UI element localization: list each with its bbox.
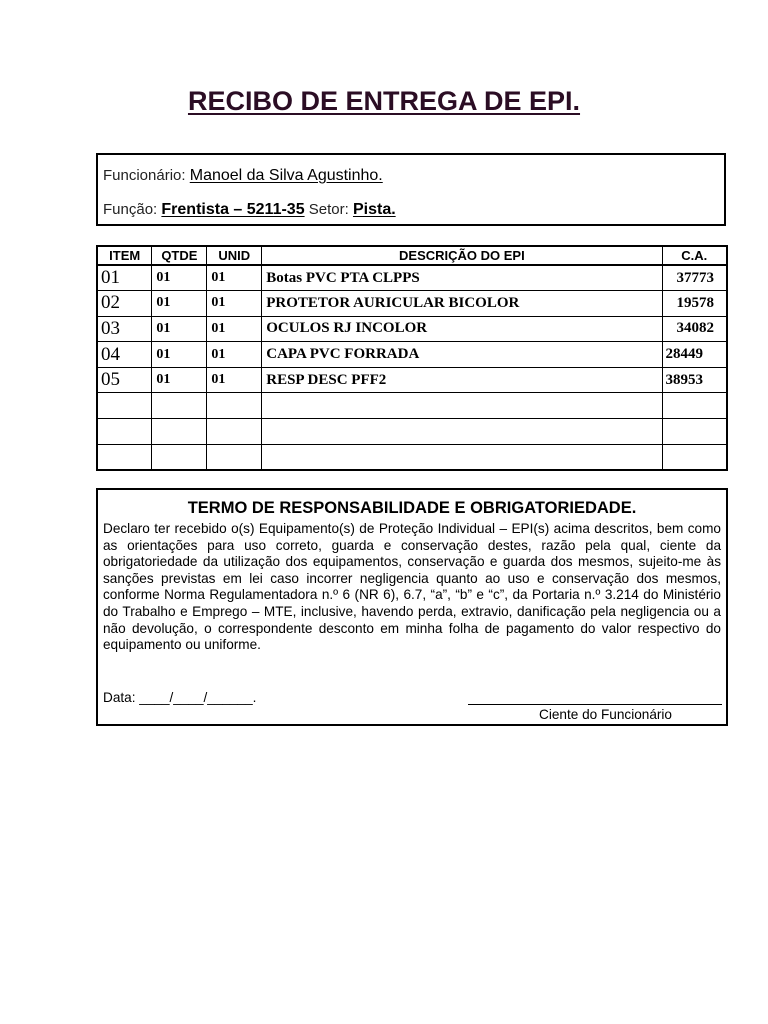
cell-descricao: CAPA PVC FORRADA <box>262 342 662 368</box>
responsibility-term-box <box>96 488 728 726</box>
table-row <box>97 342 727 368</box>
cell-item <box>97 393 152 419</box>
header-descricao: DESCRIÇÃO DO EPI <box>262 246 662 265</box>
cell-descricao: RESP DESC PFF2 <box>262 367 662 393</box>
cell-item: 05 <box>97 367 152 393</box>
cell-qtde <box>152 393 207 419</box>
table-row <box>97 265 727 291</box>
cell-unid: 01 <box>207 291 262 317</box>
cell-unid <box>207 393 262 419</box>
cell-unid <box>207 419 262 445</box>
cell-descricao <box>262 419 662 445</box>
cell-ca: 19578 <box>662 291 727 317</box>
cell-unid <box>207 444 262 470</box>
cell-descricao: PROTETOR AURICULAR BICOLOR <box>262 291 662 317</box>
table-row <box>97 419 727 445</box>
employee-name-value: Manoel da Silva Agustinho. <box>189 167 383 184</box>
cell-ca <box>662 419 727 445</box>
employee-role-label: Função <box>103 201 154 218</box>
cell-qtde <box>152 419 207 445</box>
cell-ca: 28449 <box>662 342 727 368</box>
cell-item <box>97 419 152 445</box>
term-text: Declaro ter recebido o(s) Equipamento(s) de Proteção Individual – EPI(s) acima descritos, bem como as orientações para uso correto, guarda e conservação destes, razão pela qual, ciente da obrigatoriedade da utilização dos equipamentos, conservação e guarda dos mesmos, sujeito-me às sanções previstas em lei caso incorrer negligencia quanto ao uso e conservação dos mesmos, conforme Norma Regulamentadora n.º 6 (NR 6), 6.7, “a”, “b” e “c”, da Portaria n.º 3.214 do Ministério do Trabalho e Emprego – MTE, inclusive, havendo perda, extravio, danificação pela negligencia ou a não devolução, o correspondente desconto em minha folha de pagamento do valor respectivo do equipamento ou uniforme. <box>103 521 721 653</box>
cell-qtde <box>152 444 207 470</box>
table-row <box>97 367 727 393</box>
cell-unid: 01 <box>207 316 262 342</box>
employee-info-box <box>96 153 726 226</box>
cell-descricao: OCULOS RJ INCOLOR <box>262 316 662 342</box>
header-unid: UNID <box>207 246 262 265</box>
cell-item: 02 <box>97 291 152 317</box>
signature-label: Ciente do Funcionário <box>539 707 672 722</box>
cell-item <box>97 444 152 470</box>
cell-ca: 37773 <box>662 265 727 291</box>
epi-items-table <box>96 245 728 471</box>
table-row <box>97 316 727 342</box>
cell-qtde: 01 <box>152 265 207 291</box>
employee-sector-value: Pista. <box>352 201 396 218</box>
page-title: RECIBO DE ENTREGA DE EPI. <box>187 86 581 116</box>
table-row <box>97 444 727 470</box>
cell-ca <box>662 444 727 470</box>
cell-unid: 01 <box>207 265 262 291</box>
cell-ca: 38953 <box>662 367 727 393</box>
cell-item: 03 <box>97 316 152 342</box>
cell-item: 04 <box>97 342 152 368</box>
employee-name-line: Funcionário: Manoel da Silva Agustinho. <box>103 167 383 184</box>
cell-qtde: 01 <box>152 291 207 317</box>
table-header-row <box>97 246 727 265</box>
cell-descricao <box>262 444 662 470</box>
table-row <box>97 291 727 317</box>
term-title: TERMO DE RESPONSABILIDADE E OBRIGATORIEDADE. <box>187 499 637 517</box>
employee-name-label: Funcionário <box>103 167 182 184</box>
cell-qtde: 01 <box>152 316 207 342</box>
employee-sector-label: Setor <box>308 201 345 218</box>
employee-role-line: Função: Frentista – 5211-35 Setor: Pista. <box>103 201 396 218</box>
cell-unid: 01 <box>207 342 262 368</box>
employee-role-value: Frentista – 5211-35 <box>161 201 305 218</box>
date-field: Data: ____/____/______. <box>103 690 257 705</box>
cell-ca: 34082 <box>662 316 727 342</box>
header-ca: C.A. <box>662 246 727 265</box>
cell-item: 01 <box>97 265 152 291</box>
cell-descricao: Botas PVC PTA CLPPS <box>262 265 662 291</box>
cell-qtde: 01 <box>152 367 207 393</box>
header-qtde: QTDE <box>152 246 207 265</box>
cell-descricao <box>262 393 662 419</box>
cell-unid: 01 <box>207 367 262 393</box>
cell-ca <box>662 393 727 419</box>
cell-qtde: 01 <box>152 342 207 368</box>
table-row <box>97 393 727 419</box>
signature-line <box>468 704 722 705</box>
header-item: ITEM <box>97 246 152 265</box>
